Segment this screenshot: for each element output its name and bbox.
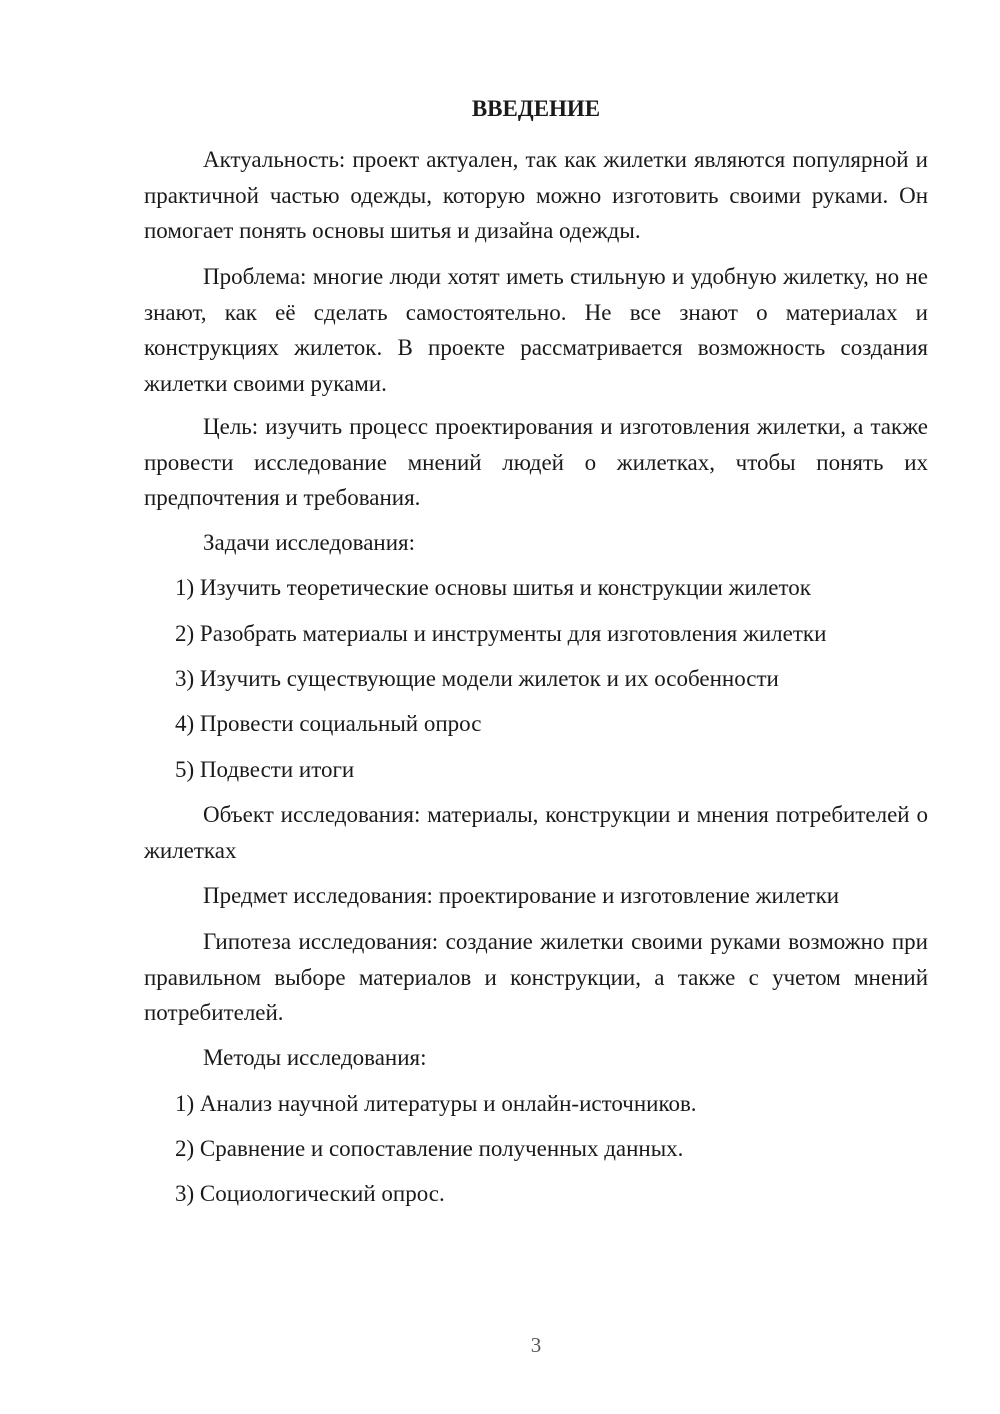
method-item: 2) Сравнение и сопоставление полученных данных. (175, 1136, 684, 1161)
method-item: 3) Социологический опрос. (175, 1181, 445, 1206)
task-item: 5) Подвести итоги (175, 757, 355, 782)
object-paragraph: Объект исследования: материалы, конструкции и мнения потребителей о жилетках (144, 802, 928, 863)
relevance-paragraph: Актуальность: проект актуален, так как жилетки являются популярной и практичной частью одежды, которую можно изготовить своими руками. Он помогает понять основы шитья и дизайна одежды. (144, 147, 928, 243)
subject-paragraph: Предмет исследования: проектирование и изготовление жилетки (203, 883, 840, 908)
page-number: 3 (530, 1333, 542, 1357)
page-title: ВВЕДЕНИЕ (471, 96, 601, 121)
task-item: 3) Изучить существующие модели жилеток и их особенности (175, 666, 779, 691)
tasks-heading: Задачи исследования: (203, 530, 416, 555)
methods-heading: Методы исследования: (203, 1045, 427, 1070)
task-item: 1) Изучить теоретические основы шитья и конструкции жилеток (175, 575, 811, 600)
task-item: 4) Провести социальный опрос (175, 711, 482, 736)
hypothesis-paragraph: Гипотеза исследования: создание жилетки своими руками возможно при правильном выборе материалов и конструкции, а также с учетом мнений потребителей. (144, 929, 928, 1025)
problem-paragraph: Проблема: многие люди хотят иметь стильную и удобную жилетку, но не знают, как её сделать самостоятельно. Не все знают о материалах и конструкциях жилеток. В проекте рассматривается возможность создания жилетки своими руками. (144, 264, 928, 396)
method-item: 1) Анализ научной литературы и онлайн-источников. (175, 1091, 697, 1116)
task-item: 2) Разобрать материалы и инструменты для изготовления жилетки (175, 621, 827, 646)
goal-paragraph: Цель: изучить процесс проектирования и изготовления жилетки, а также провести исследование мнений людей о жилетках, чтобы понять их предпочтения и требования. (144, 414, 928, 510)
